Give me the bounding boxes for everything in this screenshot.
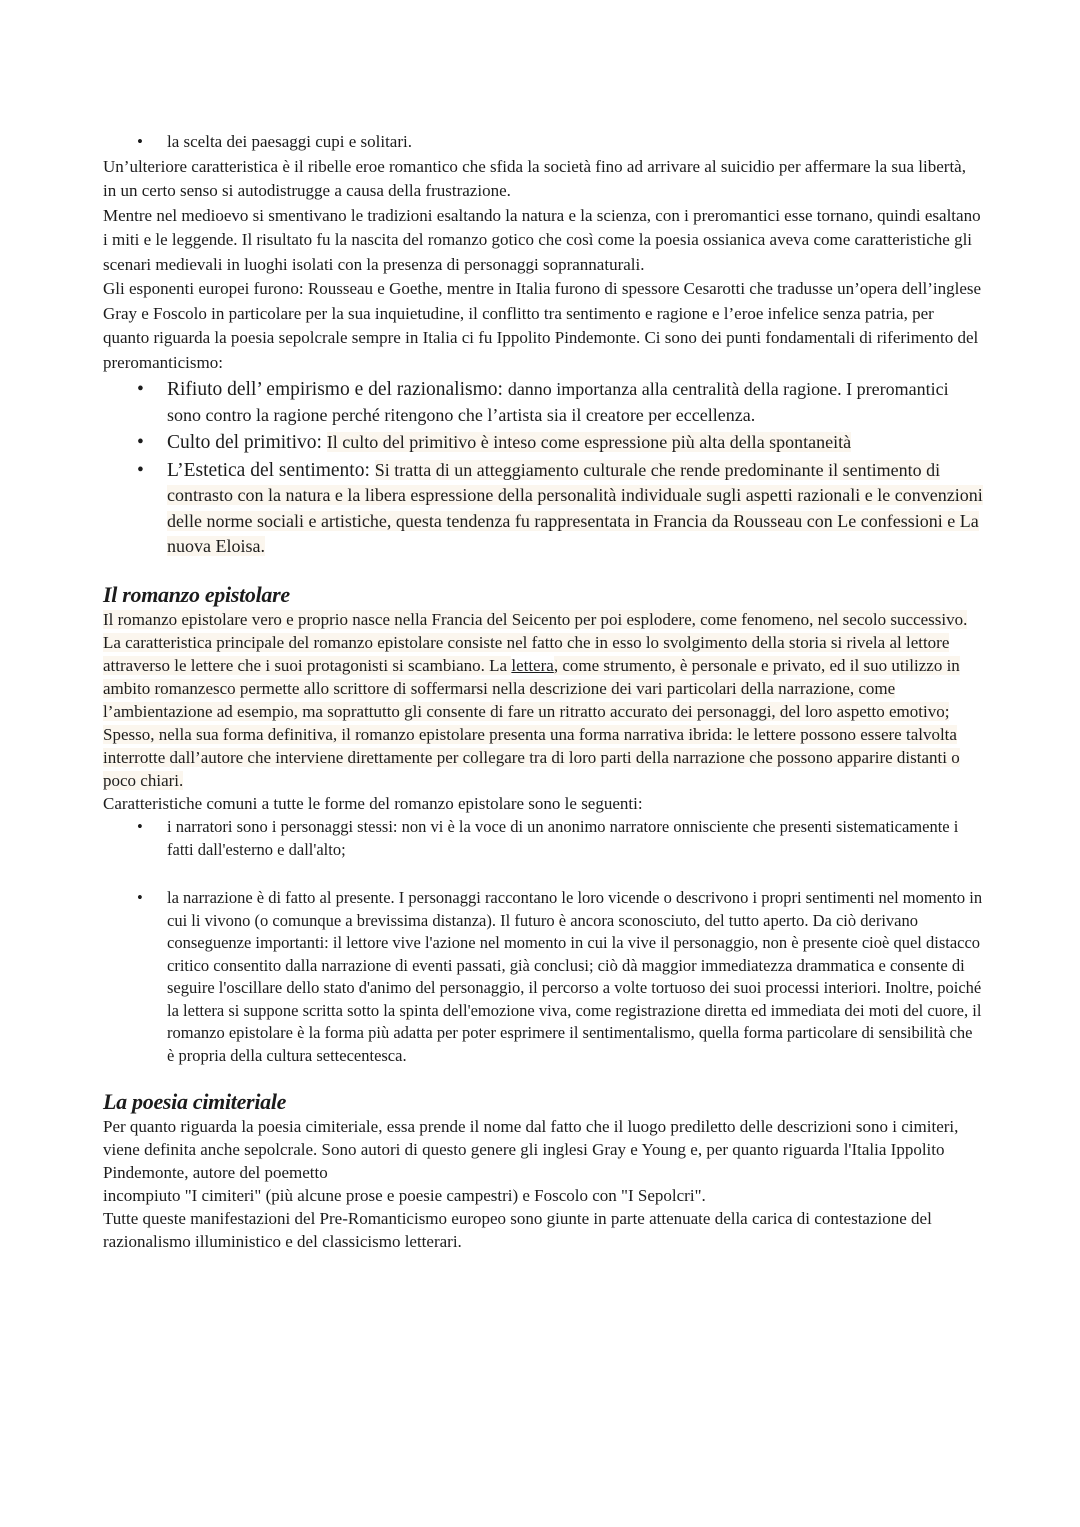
bullet-icon: • [137, 817, 143, 836]
list-item [103, 458, 983, 560]
paragraph: Tutte queste manifestazioni del Pre-Romanticismo europeo sono giunte in parte attenuate della carica di contestazione del razionalismo illuministico e del classicismo letterari. [103, 1209, 932, 1251]
list-item [103, 377, 983, 428]
key-point-title: Culto del primitivo: [167, 432, 327, 453]
paragraph: Il romanzo epistolare vero e proprio nasce nella Francia del Seicento per poi esplodere, come fenomeno, nel secolo successivo. La caratteristica principale del romanzo epistolare consiste nel fatto che in esso lo svolgimento della storia si rivela al lettore attraverso le lettere che i suoi protagonisti si scambiano. La lettera, come strumento, è personale e privato, ed il suo utilizzo in ambito romanzesco permette allo scrittore di soffermarsi nella descrizione dei vari particolari della narrazione, come l’ambientazione ad esempio, ma soprattutto gli consente di fare un ritratto accurato dei personaggi, del loro aspetto emotivo; Spesso, nella sua forma definitiva, il romanzo epistolare presenta una forma narrativa ibrida: le lettere possono essere talvolta interrotte dall’autore che interviene direttamente per collegare tra di loro parti della narrazione che possono apparire distanti o poco chiari. [103, 609, 968, 790]
paragraph: Per quanto riguarda la poesia cimiteriale, essa prende il nome dal fatto che il luogo prediletto delle descrizioni sono i cimiteri, viene definita anche sepolcrale. Sono autori di questo genere gli inglesi Gray e Young e, per quanto riguarda l'Italia Ippolito Pindemonte, autore del poemetto [103, 1117, 959, 1182]
list-item: • i narratori sono i personaggi stessi: non vi è la voce di un anonimo narratore onnisciente che presenti sistematicamente i fatti dall'esterno e dall'alto; [137, 817, 959, 859]
list-item: • la narrazione è di fatto al presente. I personaggi raccontano le loro vicende o descrivono i propri sentimenti nel momento in cui li vivono (o comunque a brevissima distanza). Il futuro è ancora sconosciuto, del tutto aperto. Da ciò derivano conseguenze importanti: il lettore vive l'azione nel momento in cui la vive il personaggio, non è presente cioè quel distacco critico consentito dalla narrazione di eventi passati, già conclusi; ciò dà maggior immediatezza drammatica e consente di seguire l'oscillare dello stato d'animo del personaggio, il percorso a volte tortuoso dei suoi processi interiori. Inoltre, poiché la lettera si suppone scritta sotto la spinta dell'emozione viva, come registrazione diretta ed immediata dei moti del cuore, il romanzo epistolare è la forma più adatta per poter esprimere il sentimentalismo, quella forma particolare di sensibilità che è propria della cultura settecentesca. [137, 888, 983, 1065]
key-points-list [103, 377, 983, 560]
key-point-title: L’Estetica del sentimento: [167, 459, 375, 481]
paragraph: Un’ulteriore caratteristica è il ribelle eroe romantico che sfida la società fino ad arrivare al suicidio per affermare la sua libertà, in un certo senso si autodistrugge a causa della frustrazione. [103, 156, 966, 200]
key-point-text: Il culto del primitivo è inteso come espressione più alta della spontaneità [326, 432, 852, 452]
document-page [103, 130, 983, 1253]
paragraph: Mentre nel medioevo si smentivano le tradizioni esaltando la natura e la scienza, con i preromantici esse tornano, quindi esaltano i miti e le leggende. Il risultato fu la nascita del romanzo gotico che così come la poesia ossianica aveva come caratteristiche gli scenari medievali in luoghi isolati con la presenza di personaggi soprannaturali. [103, 205, 981, 274]
section-heading: La poesia cimiteriale [103, 1089, 287, 1114]
list-item: • la scelta dei paesaggi cupi e solitari. [103, 130, 983, 155]
list-item [103, 430, 983, 456]
bullet-icon: • [137, 888, 143, 907]
underlined-word: lettera [511, 655, 554, 675]
key-point-text: danno importanza alla centralità della ragione. I preromantici sono contro la ragione perché ritengono che l’artista sia il creatore per eccellenza. [167, 379, 949, 425]
key-point-title: Rifiuto dell’ empirismo e del razionalismo: [167, 379, 508, 400]
epistolare-bullet-list [103, 816, 983, 1067]
bullet-icon: • [137, 459, 144, 481]
paragraph: Caratteristiche comuni a tutte le forme del romanzo epistolare sono le seguenti: [103, 793, 643, 813]
paragraph: incompiuto "I cimiteri" (più alcune prose e poesie campestri) e Foscolo con "I Sepolcri". [103, 1186, 706, 1205]
bullet-icon: • [137, 132, 143, 151]
key-point-text: Si tratta di un atteggiamento culturale che rende predominante il sentimento di contrasto con la natura e la libera espressione della personalità individuale sugli aspetti razionali e le convenzioni delle norme sociali e artistiche, questa tendenza fu rappresentata in Francia da Rousseau con Le confessioni e La nuova Eloisa. [167, 459, 983, 556]
bullet-icon: • [137, 379, 144, 400]
paragraph: Gli esponenti europei furono: Rousseau e Goethe, mentre in Italia furono di spessore Cesarotti che tradusse un’opera dell’inglese Gray e Foscolo in particolare per la sua inquietudine, il conflitto tra sentimento e ragione e l’eroe infelice senza patria, per quanto riguarda la poesia sepolcrale sempre in Italia ci fu Ippolito Pindemonte. Ci sono dei punti fondamentali di riferimento del preromanticismo: [103, 279, 982, 372]
intro-bullet-list [103, 130, 983, 155]
bullet-icon: • [137, 432, 144, 453]
section-heading: Il romanzo epistolare [103, 581, 290, 607]
